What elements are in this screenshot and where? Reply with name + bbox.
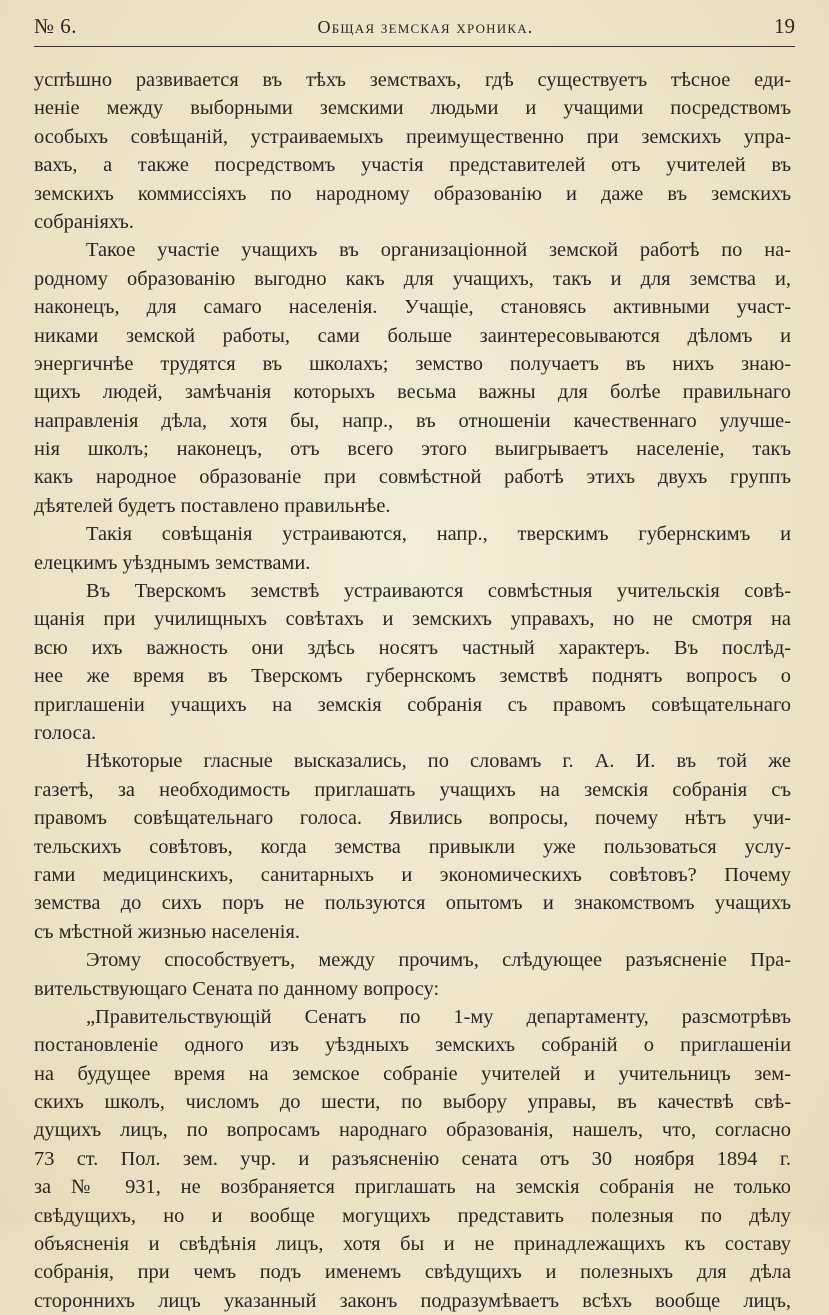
text-line: стороннихъ лицъ указанный законъ подразумѣваетъ всѣхъ вообще лицъ, <box>34 1289 791 1312</box>
text-line: всю ихъ важность они здѣсь носятъ частный характеръ. Въ послѣд- <box>34 636 791 659</box>
text-line: нее же время въ Тверскомъ губернскомъ земствѣ поднятъ вопросъ о <box>34 665 791 688</box>
text-line: „Правительствующій Сенатъ по 1-му департаменту, разсмотрѣвъ <box>86 1005 791 1028</box>
text-line: энергичнѣе трудятся въ школахъ; земство получаетъ въ нихъ знаю- <box>34 352 791 375</box>
text-line: на будущее время на земское собраніе учителей и учительницъ зем- <box>34 1062 791 1085</box>
text-line: голоса. <box>34 721 97 744</box>
text-line: газетѣ, за необходимость приглашать учащихъ на земскія собранія съ <box>34 778 791 801</box>
text-line: направленія дѣла, хотя бы, напр., въ отношеніи качественнаго улучше- <box>34 409 791 432</box>
text-line: за № 931, не возбраняется приглашать на земскія собранія не только <box>34 1176 791 1199</box>
text-line: 73 ст. Пол. зем. учр. и разъясненію сената отъ 30 ноября 1894 г. <box>34 1147 791 1170</box>
text-line: особыхъ совѣщаній, устраиваемыхъ преимущественно при земскихъ упра- <box>34 125 791 148</box>
text-line: щихъ людей, замѣчанія которыхъ весьма важны для болѣе правильнаго <box>34 381 791 404</box>
running-header <box>34 14 795 44</box>
text-line: наконецъ, для самаго населенія. Учащіе, становясь активными участ- <box>34 296 791 319</box>
text-line: вительствующаго Сената по данному вопросу: <box>34 977 440 1000</box>
text-line: гами медицинскихъ, санитарныхъ и экономическихъ совѣтовъ? Почему <box>34 863 791 886</box>
text-line: собранія, при чемъ подъ именемъ свѣдущихъ и полезныхъ для дѣла <box>34 1261 791 1284</box>
text-line: Въ Тверскомъ земствѣ устраиваются совмѣстныя учительскія совѣ- <box>86 580 791 603</box>
text-line: щанія при училищныхъ совѣтахъ и земскихъ управахъ, но не смотря на <box>34 608 791 631</box>
text-line: родному образованію выгодно какъ для учащихъ, такъ и для земства и, <box>34 267 791 290</box>
text-line: успѣшно развивается въ тѣхъ земствахъ, гдѣ существуетъ тѣсное еди- <box>34 69 791 91</box>
text-line: объясненія и свѣдѣнія лицъ, хотя бы и не принадлежащихъ къ составу <box>34 1233 791 1256</box>
text-line: постановленіе одного изъ уѣздныхъ земскихъ собраній о приглашеніи <box>34 1034 791 1057</box>
text-line: дѣятелей будетъ поставлено правильнѣе. <box>34 494 391 517</box>
page-number: 19 <box>774 14 795 38</box>
text-line: елецкимъ уѣзднымъ земствами. <box>34 551 311 574</box>
text-line: правомъ совѣщательнаго голоса. Явились вопросы, почему нѣтъ учи- <box>34 807 791 830</box>
issue-number: № 6. <box>34 14 78 38</box>
text-line: Такое участіе учащихъ въ организаціонной земской работѣ по на- <box>86 239 791 262</box>
text-line: земскихъ коммиссіяхъ по народному образованію и даже въ земскихъ <box>34 182 791 205</box>
section-title: Общая земская хроника. <box>317 17 534 37</box>
text-line: дущихъ лицъ, по вопросамъ народнаго образованія, нашелъ, что, согласно <box>34 1119 791 1142</box>
text-line: Нѣкоторые гласные высказались, по словамъ г. А. И. въ той же <box>86 750 791 773</box>
text-line: Такія совѣщанія устраиваются, напр., тверскимъ губернскимъ и <box>86 523 791 546</box>
text-line: приглашеніи учащихъ на земскія собранія съ правомъ совѣщательнаго <box>34 693 791 716</box>
text-line: вахъ, а также посредствомъ участія представителей отъ учителей въ <box>34 154 791 177</box>
text-line: какъ народное образованіе при совмѣстной работѣ этихъ двухъ группъ <box>34 466 791 489</box>
text-line: скихъ школъ, числомъ до шести, по выбору управы, въ качествѣ свѣ- <box>34 1091 791 1114</box>
text-line: нія школъ; наконецъ, отъ всего этого выигрываетъ населеніе, такъ <box>34 438 791 461</box>
text-line: съ мѣстной жизнью населенія. <box>34 920 300 943</box>
text-line: свѣдущихъ, но и вообще могущихъ представить полезныя по дѣлу <box>34 1204 791 1227</box>
body-text <box>34 66 791 1315</box>
header-rule <box>34 46 795 47</box>
text-line: тельскихъ совѣтовъ, когда земства привыкли уже пользоваться услу- <box>34 835 791 858</box>
text-line: Этому способствуетъ, между прочимъ, слѣдующее разъясненіе Пра- <box>86 949 791 972</box>
text-line: никами земской работы, сами больше заинтересовываются дѣломъ и <box>34 324 791 347</box>
text-line: собраніяхъ. <box>34 210 134 233</box>
text-line: земства до сихъ поръ не пользуются опытомъ и знакомствомъ учащихъ <box>34 892 791 915</box>
text-line: неніе между выборными земскими людьми и учащими посредствомъ <box>34 97 791 120</box>
